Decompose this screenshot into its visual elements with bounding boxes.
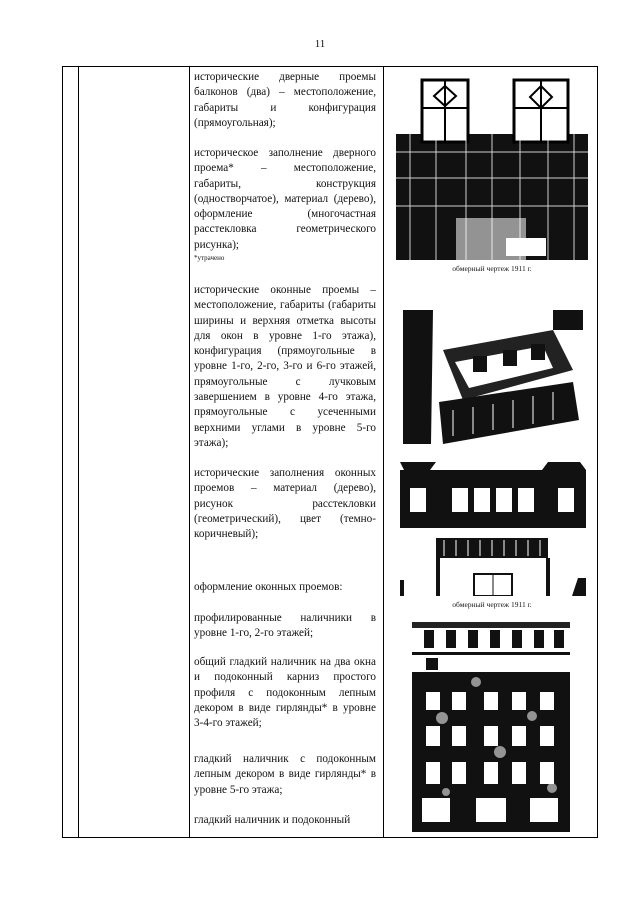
building-facade-photo: [412, 622, 570, 832]
paragraph-window-decoration: оформление оконных проемов:: [194, 581, 343, 593]
column-divider: [383, 67, 384, 837]
footnote-lost: *утрачено: [194, 254, 225, 263]
paragraph-balcony-doors: исторические дверные проемы балконов (два) – местоположение, габариты и конфигурация (прямоугольная);: [194, 71, 376, 129]
paragraph-smooth-casing-sill: гладкий наличник и подоконный: [194, 814, 351, 826]
paragraph-window-fillings: исторические заполнения оконных проемов – материал (дерево), рисунок расстекловки (геометрический), цвет (темно-коричневый);: [194, 467, 376, 541]
paragraph-common-casing: общий гладкий наличник на два окна и подоконный карниз простого профиля с подоконным лепным декором в виде гирлянды* в уровне 3-4-го этажей;: [194, 656, 376, 730]
balcony-doors-drawing: [396, 68, 588, 260]
paragraph-door-filling: [194, 146, 376, 263]
paragraph-window-openings: исторические оконные проемы – местоположение, габариты (габариты ширины и верхняя отметка высоты для окон в уровне 1-го этажа), конфигурация (прямоугольные в уровне 1-го, 2-го, 3-го и 6-го этажей, прямоугольные с лучковым завершением в уровне 4-го этажа, прямоугольные с усеченными верхними углами в уровне 5-го этажа);: [194, 284, 376, 449]
column-divider: [78, 67, 79, 837]
paragraph-door-filling-text: историческое заполнение дверного проема* – местоположение, габариты, конструкция (одностворчатое), материал (дерево), оформление (многочастная расстекловка геометрического рисунка);: [194, 147, 376, 251]
drawing-1-caption: обмерный чертеж 1911 г.: [452, 264, 532, 273]
column-divider: [189, 67, 190, 837]
paragraph-profiled-casings: профилированные наличники в уровне 1-го, 2-го этажей;: [194, 612, 376, 640]
page-number: 11: [314, 38, 326, 50]
facade-windows-drawing: [400, 462, 586, 596]
paragraph-smooth-casing: гладкий наличник с подоконным лепным декором в виде гирлянды* в уровне 5-го этажа;: [194, 753, 376, 796]
drawing-2-caption: обмерный чертеж 1911 г.: [452, 600, 532, 609]
balcony-photo: [403, 310, 583, 444]
